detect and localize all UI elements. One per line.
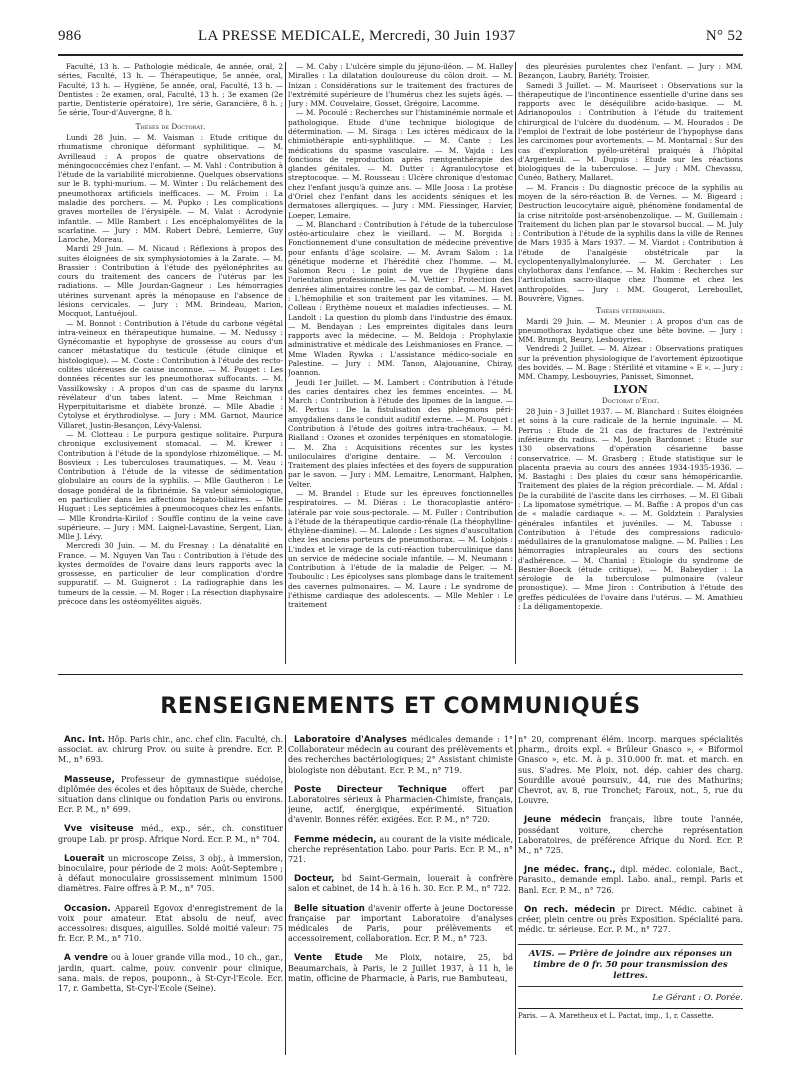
printer-line: Paris. — A. Maretheux et L. Pactat, imp., 1, r. Cassette.: [518, 1012, 714, 1021]
ad-lead: Belle situation: [294, 903, 365, 914]
classifieds-column-1: [58, 735, 283, 1055]
ad-lead: Jne médec. franç.,: [524, 865, 616, 876]
column-2: [288, 62, 513, 664]
ad-lead: Anc. Int.: [64, 735, 105, 745]
page-header: [58, 28, 743, 48]
ad-lead: Femme médecin,: [294, 834, 377, 845]
notice-box: AVIS. — Prière de joindre aux réponses un timbre de 0 fr. 50 pour transmission des lettres.: [518, 944, 743, 987]
ad-lead: Masseuse,: [64, 774, 115, 785]
paragraph: — M. Bonnot : Contribution à l'étude du carbone végétal intra-veineux en thérapeutique humaine. — M. Nedussy : Gynécomastie et hypophyse de grossesse au cours d'un cancer métastatique du testicule (étude clinique et histologique). — M. Coste : Contribution à l'étude des recto-colites ulcéreuses de cause inconnue. — M. Pouget : Les données récentes sur les pneumothorax suffocants. — M. Vassilkowsky : A propos d'un cas de spasme du larynx révélateur d'un tabes latent. — Mme Reichman : Hyperpituitarisme et diabète bronzé. — Mlle Abadie : Cytolyse et érythrodiolyse. — Jury : MM. Garnot, Maurice Villaret, Justin-Besançon, Lévy-Valensi.: [58, 318, 283, 430]
column-1: [58, 62, 283, 664]
ad-text: Hôp. Paris chir., anc. chef clin. Faculté, ch. associat. av. chirurg Prov. ou suite à prendre. Ecr. P. M., n° 693.: [58, 735, 283, 765]
classified-ad: [518, 905, 743, 936]
ad-lead: Vente Etude: [294, 953, 363, 964]
ad-text: Me Ploix, notaire, 25, bd Beaumarchais, à Paris, le 2 Juillet 1937, à 11 h, le matin, officine de Pharmacie, à Paris, rue Bambuteau,: [288, 953, 513, 983]
ad-lead: Louerait: [64, 853, 105, 864]
ad-lead: On rech. médecin: [524, 904, 616, 915]
ad-text: ou à louer grande villa mod., 10 ch., gar., jardin, quart. calme, pouv. convenir pour clinique, sana. mais. de repos, pouponn., à St-Cyr-l'Ecole. Ecr. 17, r. Gambetta, St-Cyr-l'Ecole (Seine).: [58, 953, 283, 994]
paragraph: Mardi 29 Juin. — M. Meunier : A propos d'un cas de pneumothorax hydatique chez une bête bovine. — Jury : MM. Brumpt, Beury, Lesbouyries.: [518, 316, 743, 345]
ad-text: médicales demande : 1° Collaborateur médecin au courant des prélèvements et des recherches bactériologiques; 2° Assistant chimiste biologiste non débutant. Ecr. P. M., n° 719.: [288, 735, 513, 775]
ad-text: Professeur de gymnastique suédoise, diplômée des écoles et des hôpitaux de Suède, cherche situation dans clinique ou fondation Paris ou environs. Ecr. P. M., n° 699.: [58, 774, 283, 815]
ad-text: pr Direct. Médic. cabinet à créer, plein centre ou près Exposition. Spécialité para. médic. tr. sérieuse. Ecr. P. M., n° 727.: [518, 904, 743, 935]
ad-lead: Vve visiteuse: [64, 824, 134, 835]
paragraph: 28 Juin - 3 Juillet 1937. — M. Blanchard : Suites éloignées et soins à la cure radicale de la hernie inguinale. — M. Perrus : Etude de 21 cas de fractures de l'extrémité inférieure du radius. — M. Joseph Bardonnet : Etude sur 130 observations d'opération césarienne basse conservatrice. — M. Grasberg : Etude statistique sur le placenta praevia au cours des années 1934-1935-1936. — M. Bastaghi : Des plaies du cœur sans hémopéricardie. Traitement des plaies de la région précordiale. — M. Afdal : De la curabilité de l'ascite dans les cirrhoses. — M. El Gibali : La lipomatose symétrique. — M. Baffie : A propos d'un cas de « maladie cardiaque ». — M. Goldztein : Paralysies générales infantiles et juvéniles. — M. Tabusse : Contribution à l'étude des compressions radiculo-médullaires de la granulomatose maligne. — M. Pallies : Les hémorragies intrapleurales au cours des sections d'adhérence. — M. Chanial : Etiologie du syndrome de Besnier-Boeck (étude critique). — M. Babeydier : La sérologie de la tuberculose pulmonaire (valeur pronostique). — Mme Jiron : Contribution à l'étude des greffes pédiculées de l'ovaire dans l'utérus. — M. Amathieu : La déligamentopexie.: [518, 407, 743, 612]
paragraph: Samedi 3 Juillet. — M. Mauriseet : Observations sur la thérapeutique de l'incontinence essentielle d'urine dans ses rapports avec le déséquilibre acido-basique. — M. Adrianopoulos : Contribution à l'étude du traitement chirurgical de l'ulcère du duodénum. — M. Hourados : De l'emploi de l'extrait de lobe postérieur de l'hypophyse dans les carcinomes pour avortements. — M. Montarnal : Sur des cas d'exploration pyélo-urétéral praiqués à l'hôpital d'Argenteuil. — M. Dupuis : Etude sur les réactions biologiques de la tuberculose. — Jury : MM. Chevassu, Cunéo, Bathery, Mallaret.: [518, 80, 743, 183]
classified-ad: [58, 904, 283, 945]
column-divider: [515, 62, 516, 664]
header-rule: [58, 54, 743, 56]
paragraph: — M. Francis : Du diagnostic précoce de la syphilis au moyen de la séro-réaction B. de Vernes. — M. Bigeard : Destruction leucocytaire aiguë, phénomène fondamental de la crise nitritoïde post-arsénobenzolique. — M. Guillemain : Traitement du lichen plan par le stovarsol buccal. — M. July : Contribution à l'étude de la syphilis dans la ville de Rennes de Mars 1935 à Mars 1937. — M. Viardot : Contribution à l'étude de l'analgésie obstétricale par la cyclopentenyallylmalonylurée. — M. Gerchater : Les chylothorax dans l'enfance. — M. Hakim : Recherches sur l'articulation sacro-iliaque chez l'homme et chez les anthropoïdes. — Jury : MM. Gougerot, Lereboullet, Bouvrère, Vignes.: [518, 182, 743, 304]
paragraph: — M. Caby : L'ulcère simple du jéjuno-iléon. — M. Halley Miralles : La dilatation douloureuse du côlon droit. — M. Inizan : Considérations sur le traitement des fractures de l'extrémité supérieure de l'humérus chez les sujets âgés. — Jury : MM. Couvelaire, Gosset, Grégoire, Lacomme.: [288, 62, 513, 109]
ad-lead: Jeune médecin: [524, 815, 602, 826]
paragraph: Jeudi 1er Juillet. — M. Lambert : Contribution à l'étude des caries dentaires chez les femmes enceintes. — M. March : Contribution à l'étude des lipomes de la langue. — M. Pertus : De la fistulisation des phlegmons péri-amygdaliens dans le conduit auditif externe. — M. Pouquet : Contribution à l'étude des goitres intra-trachéaux. — M. Rialland : Ozones et ozonides terpéniques en stomatologie. — M. Zha : Acquisitions récentes sur les kystes uniloculaires d'origine dentaire. — M. Vercoulon : Traitement des plaies infectées et des foyers de suppuration par le savon. — Jury : MM. Lemaitre, Lenormant, Halphen, Velter.: [288, 377, 513, 489]
ad-text: bd Saint-Germain, louerait à confrère salon et cabinet, de 14 h. à 16 h. 30. Ecr. P. M., n° 722.: [288, 874, 513, 894]
paragraph: Vendredi 2 Juillet. — M. Alzear : Observations pratiques sur la prévention physiologique de l'avortement épizootique des bovidés. — M. Bage : Stérilité et vitamine « E ». — Jury : MM. Champy, Lesbouyries, Panisset, Simonnet.: [518, 344, 743, 382]
ad-lead: Laboratoire d'Analyses: [294, 735, 407, 745]
classifieds-column-2: [288, 735, 513, 1055]
ad-lead: Docteur,: [294, 874, 335, 885]
paragraph: — M. Clotteau : Le purpura gestique solitaire. Purpura chronique exclusivement stomacal. — M. Krewer : Contribution à l'étude de la spondylose rhizomélique. — M. Bosvieux : Les tuberculoses traumatiques. — M. Veau : Contribution à l'étude de la vitesse de sédimentation globulaire au cours de la syphilis. — Mlle Gautheron : Le dosage pondéral de la fibrinémie. Sa valeur sémiologique, en particulier dans les affections hépato-biliaires. — Mlle Huguet : Les septicémies à pneumocoques chez les enfants. — Mlle Krondria-Kirilof : Souffle continu de la veine cave supérieure. — Jury : MM. Laignel-Lavastine, Sergent, Lian, Mlle J. Lévy.: [58, 429, 283, 542]
classified-ad: [58, 775, 283, 816]
section-heading: Doctorat d'Etat.: [601, 395, 660, 405]
classified-ad: [518, 815, 743, 856]
manager-signature: Le Gérant : O. Porée.: [652, 993, 743, 1004]
classified-ad: [288, 785, 513, 826]
ad-text: méd., exp., sér., ch. constituer groupe Lab. pr prosp. Afrique Nord. Ecr. P. M., n° 704.: [58, 824, 283, 844]
ad-lead: A vendre: [64, 953, 108, 964]
ad-text: n° 20, comprenant élém. incorp. marques spécialités pharm., droits expl. « Brûleur Gnasco », « Biformol Gnasco », etc. M. à p. 310.000 fr. mat. et march. en sus. S'adres. Me Ploix, not. dép. cahier des charg. Sourdille avoué poursuiv., 44, rue des Mathurins; Chevrot, av. 8, rue Tronchet; Faroux, not., 5, rue du Louvre.: [518, 735, 743, 806]
paragraph: Faculté, 13 h. — Pathologie médicale, 4e année, oral, 2 séries, Faculté, 13 h. — Thérapeutique, 5e année, oral, Faculté, 13 h. — Hygiène, 5e année, oral, Faculté, 13 h. — Dentistes : 2e examen, oral, Faculté, 13 h. ; 3e examen (2e partie, Dentisterie opératoire), 1re série, Garancière, 8 h. ; 5e série, Tour-d'Auvergne, 8 h.: [58, 62, 283, 118]
paragraph: Mercredi 30 Juin. — M. du Fresnay : La dénatalité en France. — M. Nguyen Van Tau : Contribution à l'étude des kystes dermoïdes de l'ovaire dans leurs rapports avec la grossesse, en particulier de leur complication d'ordre suppuratif. — M. Guignerot : La radiographie dans les tumeurs de la cessie. — M. Roger : La résection diaphysaire précoce dans les ostéomyélites aiguës.: [58, 541, 283, 607]
issue-number: N° 52: [705, 28, 743, 44]
classified-ad: [288, 904, 513, 945]
ad-text: au courant de la visite médicale, cherche représentation Labo. pour Paris. Ecr. P. M., n° 721.: [288, 834, 513, 865]
ad-text: un microscope Zeiss, 3 obj., à immersion, binoculaire, pour période de 2 mois: Août-Septembre ; à défaut monoculaire grossissement minimum 1500 diamètres. Faire offres à P. M., n° 705.: [58, 853, 283, 894]
classified-ad: [288, 874, 513, 894]
classifieds-column-3: [518, 735, 743, 1055]
paragraph: — M. Blanchard : Contribution à l'étude de la tuberculose ostéo-articulaire chez le vieillard. — M. Borgida : Fonctionnement d'une consultation de médecine préventive pour enfants d'âge scolaire. — M. Avram Salom : La génétique moderne et l'hérédité chez l'homme. — M. Salomon Recu : Le point de vue de l'hygiène dans l'orientation professionnelle. — M. Vettier : Protection des denrées alimentaires contre les gaz de combat. — M. Havet : L'hémophilie et son traitement par les vitamines. — M. Colleau : Erythème noueux et maladies infectieuses. — M. Landolt : La question du plomb dans l'industrie des émaux. — M. Bendayan : Les empreintes digitales dans leurs rapports avec la médecine. — M. Beldoja : Prophylaxie administrative et médicale des Leishmanioses en France. — Mme Wladen Rywka : L'assistance médico-sociale en Palestine. — Jury : MM. Tanon, Alajouanine, Chiray, Joannon.: [288, 219, 513, 378]
ad-text: d'avenir offerte à jeune Doctoresse française par important Laboratoire d'analyses médicales de Paris, pour prélèvements et accessoirement, collaboration. Ecr. P. M., n° 723.: [288, 903, 513, 944]
classified-ad: [58, 953, 283, 994]
classified-ad: [58, 854, 283, 895]
column-divider: [515, 735, 516, 1055]
classified-ad: [288, 835, 513, 866]
classified-ad: [518, 865, 743, 896]
classified-ad: [58, 824, 283, 844]
ad-text: Appareil Egovox d'enregistrement de la voix pour amateur. Etat absolu de neuf, avec accessoires: disques, aiguilles. Soldé moitié valeur: 75 fr. Ecr. P. M., n° 710.: [58, 903, 283, 944]
ad-text: français, libre toute l'année, possédant voiture, cherche représentation Laboratoires, de préférence Afrique du Nord. Ecr. P. M., n° 725.: [518, 815, 743, 856]
ad-lead: Occasion.: [64, 903, 111, 914]
journal-title: LA PRESSE MEDICALE, Mercredi, 30 Juin 1937: [198, 28, 516, 44]
section-rule: [58, 674, 743, 675]
ad-lead: Poste Directeur Technique: [294, 784, 447, 795]
column-divider: [285, 62, 286, 664]
column-3: [518, 62, 743, 664]
footer-rule: [518, 1008, 743, 1009]
section-heading: Thèses de Doctorat.: [135, 121, 206, 131]
paragraph: Lundi 28 Juin. — M. Vaisman : Etude critique du rhumatisme chronique déformant syphilitique. — M. Avrilleaud : A propos de quatre observations de méningococcémies chez l'enfant. — M. Vahl : Contribution à l'étude de la variabilité microbienne. Quelques observations sur le B. typhi-murium. — M. Winter : Du relâchement des pneumothorax artificiels inefficaces. — M. Froim : La maladie des porchers. — M. Pupko : Les complications graves mortelles de l'érysipèle. — M. Valat : Acrodynie infantile. — Mlle Rambert : Les encéphalomyélites de la scarlatine. — Jury : MM. Robert Debré, Lemierre, Guy Laroche, Moreau.: [58, 132, 283, 245]
city-heading: LYON: [613, 382, 648, 396]
classified-ad: [288, 735, 513, 776]
paragraph: — M. Brandel : Etude sur les épreuves fonctionnelles respiratoires. — M. Diéras : Le thoracoplastie antéro-latérale par voie sous-pectorale. — M. Fuller : Contribution à l'étude de la thérapeutique cardio-rénale (La théophylline-éthylène-diamine). — M. Lalonde : Les signes d'auscultation chez les anciens porteurs de pneumothorax. — M. Lobjois : L'index et le virage de la cuti-réaction tuberculinique dans un service de médecine sociale infantile. — M. Neumann : Contribution à l'étude de la maladie de Pelger. — M. Touboulic : Les épicolyses sans plombage dans le traitement des cavernes pulmonaires. — M. Laure : Le syndrome de l'éthisme cardiaque des adolescents. — Mlle Mehler : Le traitement: [288, 488, 513, 610]
ad-text: dipl. médec. coloniale, Bact., Parasito., demande empl. Labo. anal., rempl. Paris et Banl. Ecr. P. M., n° 726.: [518, 865, 743, 895]
section-heading: Thèses vétérinaires.: [596, 306, 665, 316]
paragraph: — M. Pocoulé : Recherches sur l'histaminémie normale et pathologique. Etude d'une technique biologique de détermination. — M. Siraga : Les ictères médicaux de la chimiothérapie anti-syphilitique. — M. Cante : Les médications du spasme vasculaire. — M. Vajda : Les fonctions de reproduction après rœntgenthérapie des glandes génitales. — M. Dutter : Agranulocytose et streptocoque. — M. Rousseau : Ulcère chronique d'estomac chez l'enfant jusqu'à quinze ans. — Mlle Joosa : La protèse d'Oriel chez l'enfant dans les accidents séniques et les dermatoses allergiques. — Jury : MM. Fiessinger, Harvier, Loeper, Lemaire.: [288, 108, 513, 220]
classified-ad: [518, 735, 743, 806]
page-number: 986: [58, 28, 82, 44]
column-divider: [285, 735, 286, 1055]
classified-ad: [58, 735, 283, 766]
paragraph: Mardi 29 Juin. — M. Nicaud : Réflexions à propos des suites éloignées de six symphysiotomies à la Zarate. — M. Brassier : Contribution à l'étude des pyélonéphrites au cours du traitement des cancers de l'utérus par les radiations. — Mlle Jourdan-Gagneur : Les hémorragies utérines survenant après la ménopause en l'absence de lésions cervicales. — Jury : MM. Brindeau, Marion, Mocquot, Lantuéjoul.: [58, 244, 283, 319]
classified-ad: [288, 953, 513, 984]
section-title: RENSEIGNEMENTS ET COMMUNIQUÉS: [160, 694, 641, 719]
paragraph: des pleurésies purulentes chez l'enfant. — Jury : MM. Bezançon, Laubry, Bariéty, Troisier.: [518, 62, 743, 81]
ad-text: offert par Laboratoires sérieux à Pharmacien-Chimiste, français, jeune, actif, énergique, expérimenté. Situation d'avenir. Bonnes référ. exigées. Ecr. P. M., n° 720.: [288, 784, 513, 825]
